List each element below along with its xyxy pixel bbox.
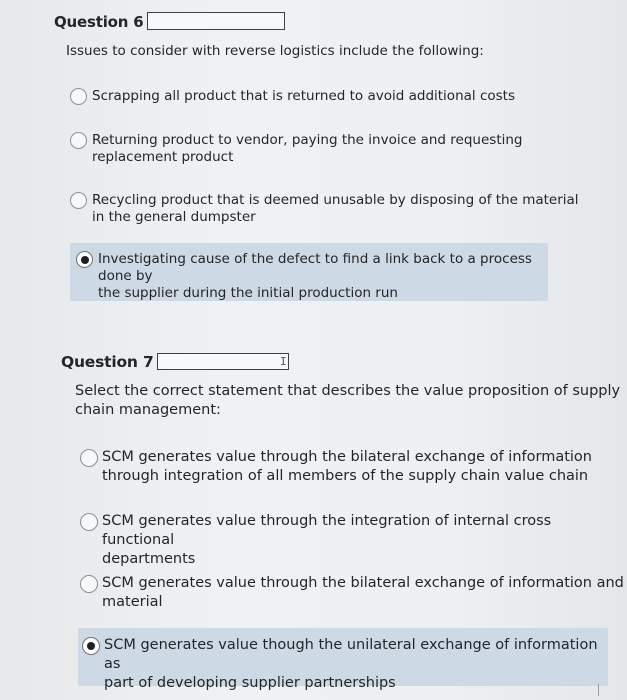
radio-button-checked[interactable]: [82, 637, 100, 655]
option-label: SCM generates value through the bilateral exchange of information through integration of all members of the supply chain value chain: [102, 449, 592, 484]
radio-button-unchecked[interactable]: [70, 88, 87, 105]
question-7-header: [61, 352, 289, 371]
question-7-title: Question 7: [61, 353, 154, 371]
question-6-title: Question 6: [54, 13, 144, 31]
option-label: Investigating cause of the defect to find a link back to a process done by the supplier during the initial production run: [98, 251, 532, 301]
option-label: SCM generates value through the integration of internal cross functional departments: [102, 513, 552, 567]
question-7-answer-box: [157, 353, 289, 370]
option-label: Returning product to vendor, paying the invoice and requesting replacement product: [92, 132, 523, 165]
text-cursor-icon: I: [280, 355, 287, 368]
question-6-answer-box: [147, 12, 285, 30]
radio-button-unchecked[interactable]: [80, 513, 98, 531]
radio-button-unchecked[interactable]: [80, 449, 98, 467]
radio-button-unchecked[interactable]: [70, 192, 87, 209]
radio-button-checked[interactable]: [76, 251, 93, 268]
question-7-option-1[interactable]: [80, 448, 592, 486]
question-7-option-3[interactable]: [80, 574, 624, 612]
question-6-option-4-selected[interactable]: [70, 243, 548, 301]
scrollbar-mark: [598, 684, 599, 696]
question-6-prompt: Issues to consider with reverse logistics include the following:: [66, 43, 484, 59]
option-label: SCM generates value through the bilateral exchange of information and material: [102, 575, 624, 610]
question-6-option-2[interactable]: [70, 132, 523, 166]
radio-button-unchecked[interactable]: [80, 575, 98, 593]
question-6-option-3[interactable]: [70, 192, 579, 226]
question-6-header: [54, 12, 285, 31]
option-label: Recycling product that is deemed unusable by disposing of the material in the general dumpster: [92, 192, 579, 225]
option-label: Scrapping all product that is returned to avoid additional costs: [92, 88, 515, 104]
question-7-option-4-selected[interactable]: [78, 628, 608, 691]
question-7-option-2[interactable]: [80, 512, 627, 569]
question-7-prompt: Select the correct statement that describes the value proposition of supply chain management:: [75, 383, 621, 418]
question-6-option-1[interactable]: [70, 88, 515, 105]
radio-button-unchecked[interactable]: [70, 132, 87, 149]
option-label: SCM generates value though the unilateral exchange of information as part of developing supplier partnerships: [104, 637, 598, 691]
